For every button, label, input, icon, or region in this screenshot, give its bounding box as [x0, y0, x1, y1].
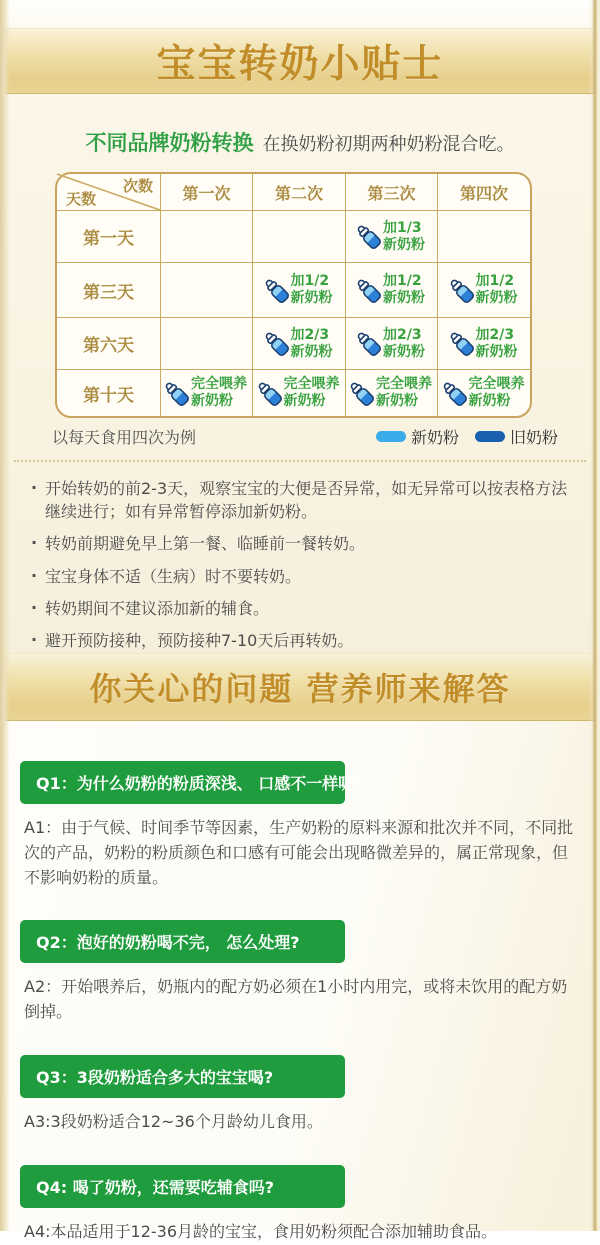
- milk-bottle-icon: [258, 326, 293, 361]
- feeding-cell: [345, 317, 437, 369]
- legend: [376, 425, 558, 448]
- tip-item: · 宝宝身体不适（生病）时不要转奶。: [30, 565, 583, 588]
- subtitle-note: 在换奶粉初期两种奶粉混合吃。: [262, 134, 515, 155]
- feeding-cell-text: 加1/2 新奶粉: [290, 273, 333, 306]
- qa-section: [0, 721, 600, 1241]
- corner-label-times: 次数: [122, 177, 153, 195]
- table-corner-cell: [57, 174, 160, 210]
- top-strip: [0, 0, 600, 28]
- transition-section: [0, 94, 600, 653]
- question-box: [20, 1055, 345, 1098]
- answer-text: A4:本品适用于12-36月龄的宝宝，食用奶粉须配合添加辅助食品。: [24, 1221, 498, 1241]
- feeding-cell-text: 加2/3 新奶粉: [290, 326, 333, 360]
- legend-swatch-icon: [475, 431, 505, 442]
- feeding-cell: [252, 369, 345, 416]
- empty-cell: [252, 210, 345, 262]
- feeding-cell: [437, 262, 530, 317]
- feeding-cell-text: 完全喂养 新奶粉: [468, 376, 525, 409]
- section-subtitle: [0, 127, 600, 157]
- column-header: 第一次: [160, 174, 252, 210]
- feeding-cell-text: 加2/3 新奶粉: [383, 326, 425, 360]
- tip-item: · 转奶前期避免早上第一餐、临睡前一餐转奶。: [30, 532, 583, 555]
- feeding-cell-text: 完全喂养 新奶粉: [376, 376, 432, 409]
- row-header: 第十天: [57, 369, 160, 416]
- milk-bottle-icon: [351, 219, 386, 254]
- feeding-cell: [345, 210, 437, 262]
- feeding-cell: [345, 262, 437, 317]
- column-header: 第四次: [437, 174, 530, 210]
- row-header: 第六天: [57, 317, 160, 369]
- milk-bottle-icon: [443, 272, 478, 307]
- qa-section-title: 你关心的问题 营养师来解答: [89, 670, 511, 708]
- tip-item: · 避开预防接种，预防接种7-10天后再转奶。: [30, 629, 583, 652]
- feeding-cell-text: 加1/2 新奶粉: [475, 273, 518, 306]
- answer-text: A2：开始喂养后，奶瓶内的配方奶必须在1小时内用完，或将未饮用的配方奶倒掉。: [24, 977, 568, 1022]
- question-label: Q4: 喝了奶粉，还需要吃辅食吗?: [36, 1177, 274, 1197]
- feeding-cell-text: 完全喂养 新奶粉: [191, 376, 247, 409]
- legend-label: 旧奶粉: [509, 428, 558, 447]
- feeding-cell-text: 加2/3 新奶粉: [475, 326, 518, 360]
- dotted-divider: [14, 460, 586, 462]
- milk-bottle-icon: [351, 326, 386, 361]
- feeding-cell: [252, 317, 345, 369]
- question-box: [20, 920, 345, 963]
- milk-bottle-icon: [258, 272, 293, 307]
- qa-block: [20, 1055, 578, 1135]
- row-header: 第一天: [57, 210, 160, 262]
- question-box: [20, 761, 364, 804]
- page-title: 宝宝转奶小贴士: [156, 42, 444, 87]
- milk-bottle-icon: [344, 375, 379, 410]
- qa-block: [20, 761, 578, 890]
- question-label: Q1：为什么奶粉的粉质深浅、 口感不一样呢?: [36, 774, 364, 793]
- milk-transition-table: [55, 172, 532, 418]
- milk-bottle-icon: [436, 375, 471, 410]
- empty-cell: [160, 210, 252, 262]
- column-header: 第三次: [345, 174, 437, 210]
- question-box: [20, 1165, 345, 1208]
- feeding-cell-text: 加1/3 新奶粉: [383, 219, 425, 253]
- qa-block: [20, 920, 578, 1025]
- answer-text: A1：由于气候、时间季节等因素，生产奶粉的原料来源和批次并不同，不同批次的产品，奶粉的粉质颜色和口感有可能会出现略微差异的，属正常现象，但不影响奶粉的质量。: [24, 818, 574, 887]
- corner-label-days: 天数: [66, 190, 97, 208]
- milk-bottle-icon: [443, 326, 478, 361]
- milk-bottle-icon: [159, 375, 194, 410]
- row-header: 第三天: [57, 262, 160, 317]
- question-label: Q3：3段奶粉适合多大的宝宝喝?: [36, 1067, 274, 1087]
- tips-list: [30, 477, 583, 661]
- table-caption: 以每天食用四次为例: [52, 428, 197, 447]
- column-header: 第二次: [252, 174, 345, 210]
- subtitle-heading: 不同品牌奶粉转换: [85, 131, 254, 155]
- answer-text: A3:3段奶粉适合12~36个月龄幼儿食用。: [24, 1111, 323, 1131]
- banner-milk-transition-tips: [0, 28, 600, 94]
- empty-cell: [160, 317, 252, 369]
- milk-bottle-icon: [351, 272, 386, 307]
- banner-qa: [0, 653, 600, 721]
- legend-label: 新奶粉: [410, 428, 459, 447]
- tip-item: · 转奶期间不建议添加新的辅食。: [30, 597, 583, 620]
- table-caption-row: [52, 425, 558, 448]
- feeding-cell: [437, 369, 530, 416]
- legend-item: [475, 425, 558, 448]
- milk-bottle-icon: [251, 375, 286, 410]
- feeding-cell: [160, 369, 252, 416]
- page-frame-right: [589, 0, 600, 1231]
- empty-cell: [160, 262, 252, 317]
- tip-item: · 开始转奶的前2-3天，观察宝宝的大便是否异常，如无异常可以按表格方法继续进行；如有异常暂停添加新奶粉。: [30, 477, 583, 523]
- page-frame-left: [0, 0, 10, 1231]
- feeding-cell: [437, 317, 530, 369]
- qa-block: [20, 1165, 578, 1245]
- question-label: Q2：泡好的奶粉喝不完， 怎么处理?: [36, 933, 300, 953]
- feeding-cell-text: 加1/2 新奶粉: [383, 273, 425, 306]
- feeding-cell-text: 完全喂养 新奶粉: [283, 376, 340, 409]
- legend-item: [376, 425, 459, 448]
- feeding-cell: [252, 262, 345, 317]
- legend-swatch-icon: [376, 431, 406, 442]
- empty-cell: [437, 210, 530, 262]
- feeding-cell: [345, 369, 437, 416]
